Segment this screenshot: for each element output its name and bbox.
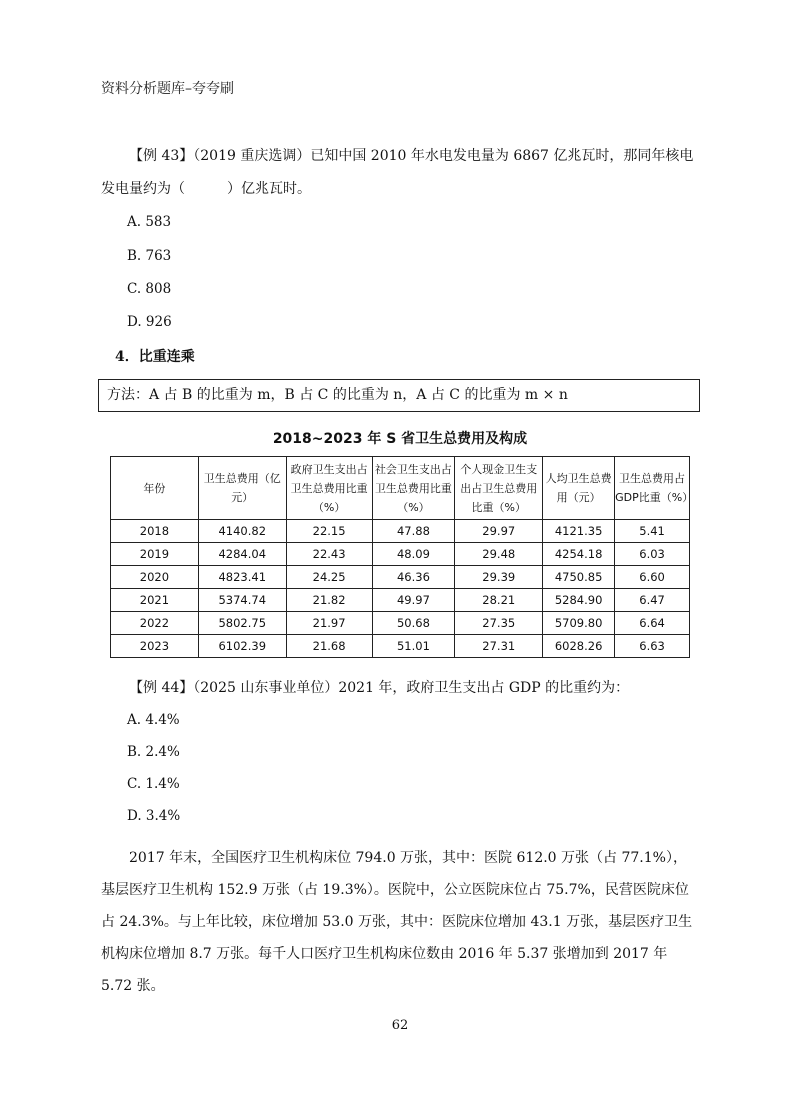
cell-social: 46.36 (372, 566, 455, 589)
cell-gdp: 6.47 (615, 589, 690, 612)
cell-gdp: 6.03 (615, 543, 690, 566)
cell-personal: 29.48 (455, 543, 543, 566)
table-row (111, 589, 690, 612)
cell-year: 2023 (111, 635, 199, 658)
cell-per-capita: 5284.90 (543, 589, 615, 612)
header-total-expenditure: 卫生总费用（亿元） (198, 457, 286, 520)
table-row (111, 543, 690, 566)
page-number: 62 (391, 1018, 409, 1033)
cell-gov: 21.68 (286, 635, 372, 658)
cell-gov: 24.25 (286, 566, 372, 589)
cell-social: 49.97 (372, 589, 455, 612)
cell-personal: 28.21 (455, 589, 543, 612)
cell-year: 2018 (111, 520, 199, 543)
header-gdp-share: 卫生总费用占GDP比重（%） (615, 457, 690, 520)
table-row (111, 635, 690, 658)
cell-personal: 29.97 (455, 520, 543, 543)
cell-year: 2022 (111, 612, 199, 635)
header-year: 年份 (111, 457, 199, 520)
cell-gdp: 6.63 (615, 635, 690, 658)
cell-per-capita: 4750.85 (543, 566, 615, 589)
table-row (111, 612, 690, 635)
example-44-option-a: A. 4.4% (127, 712, 180, 728)
cell-social: 51.01 (372, 635, 455, 658)
header-social-share: 社会卫生支出占卫生总费用比重（%） (372, 457, 455, 520)
cell-per-capita: 4254.18 (543, 543, 615, 566)
table-header-row (111, 457, 690, 520)
cell-per-capita: 6028.26 (543, 635, 615, 658)
table-title: 2018~2023 年 S 省卫生总费用及构成 (272, 431, 528, 447)
table-row (111, 520, 690, 543)
cell-total: 6102.39 (198, 635, 286, 658)
cell-social: 50.68 (372, 612, 455, 635)
cell-year: 2020 (111, 566, 199, 589)
cell-personal: 27.31 (455, 635, 543, 658)
cell-total: 4823.41 (198, 566, 286, 589)
cell-per-capita: 5709.80 (543, 612, 615, 635)
section-title: 4．比重连乘 (115, 349, 195, 365)
cell-year: 2021 (111, 589, 199, 612)
cell-total: 4140.82 (198, 520, 286, 543)
cell-social: 47.88 (372, 520, 455, 543)
cell-personal: 27.35 (455, 612, 543, 635)
cell-gov: 21.82 (286, 589, 372, 612)
health-expenditure-table (110, 456, 694, 658)
header-personal-share: 个人现金卫生支出占卫生总费用比重（%） (455, 457, 543, 520)
bed-statistics-passage: 2017 年末，全国医疗卫生机构床位 794.0 万张，其中：医院 612.0 万张（占 77.1%），基层医疗卫生机构 152.9 万张（占 19.3%）。医院中，公立医院床位占 75.7%，民营医院床位占 24.3%。与上年比较，床位增加 53.0 万张，其中：医院床位增加 43.1 万张，基层医疗卫生机构床位增加 8.7 万张。每千人口医疗卫生机构床位数由 2016 年 5.37 张增加到 2017 年 5.72 张。 (101, 850, 693, 994)
cell-gdp: 6.60 (615, 566, 690, 589)
example-43-option-d: D. 926 (127, 314, 172, 330)
cell-total: 4284.04 (198, 543, 286, 566)
header-government-share: 政府卫生支出占卫生总费用比重（%） (286, 457, 372, 520)
cell-gdp: 6.64 (615, 612, 690, 635)
cell-gov: 21.97 (286, 612, 372, 635)
cell-total: 5374.74 (198, 589, 286, 612)
cell-gdp: 5.41 (615, 520, 690, 543)
cell-per-capita: 4121.35 (543, 520, 615, 543)
cell-gov: 22.43 (286, 543, 372, 566)
example-44-question: 【例 44】（2025 山东事业单位）2021 年，政府卫生支出占 GDP 的比重约为： (129, 680, 630, 696)
example-43-option-b: B. 763 (127, 248, 172, 264)
cell-personal: 29.39 (455, 566, 543, 589)
running-header: 资料分析题库–夸夸刷 (101, 81, 234, 97)
example-43-option-c: C. 808 (127, 281, 172, 297)
example-43-option-a: A. 583 (127, 214, 172, 230)
example-43-question: 【例 43】（2019 重庆选调）已知中国 2010 年水电发电量为 6867 亿兆瓦时，那同年核电发电量约为（ ）亿兆瓦时。 (101, 148, 694, 197)
method-box: 方法：A 占 B 的比重为 m，B 占 C 的比重为 n，A 占 C 的比重为 m × n (98, 379, 700, 412)
header-per-capita: 人均卫生总费用（元） (543, 457, 615, 520)
example-44-option-d: D. 3.4% (127, 808, 181, 824)
cell-year: 2019 (111, 543, 199, 566)
table-row (111, 566, 690, 589)
cell-gov: 22.15 (286, 520, 372, 543)
cell-total: 5802.75 (198, 612, 286, 635)
cell-social: 48.09 (372, 543, 455, 566)
example-44-option-b: B. 2.4% (127, 744, 180, 760)
example-44-option-c: C. 1.4% (127, 776, 180, 792)
